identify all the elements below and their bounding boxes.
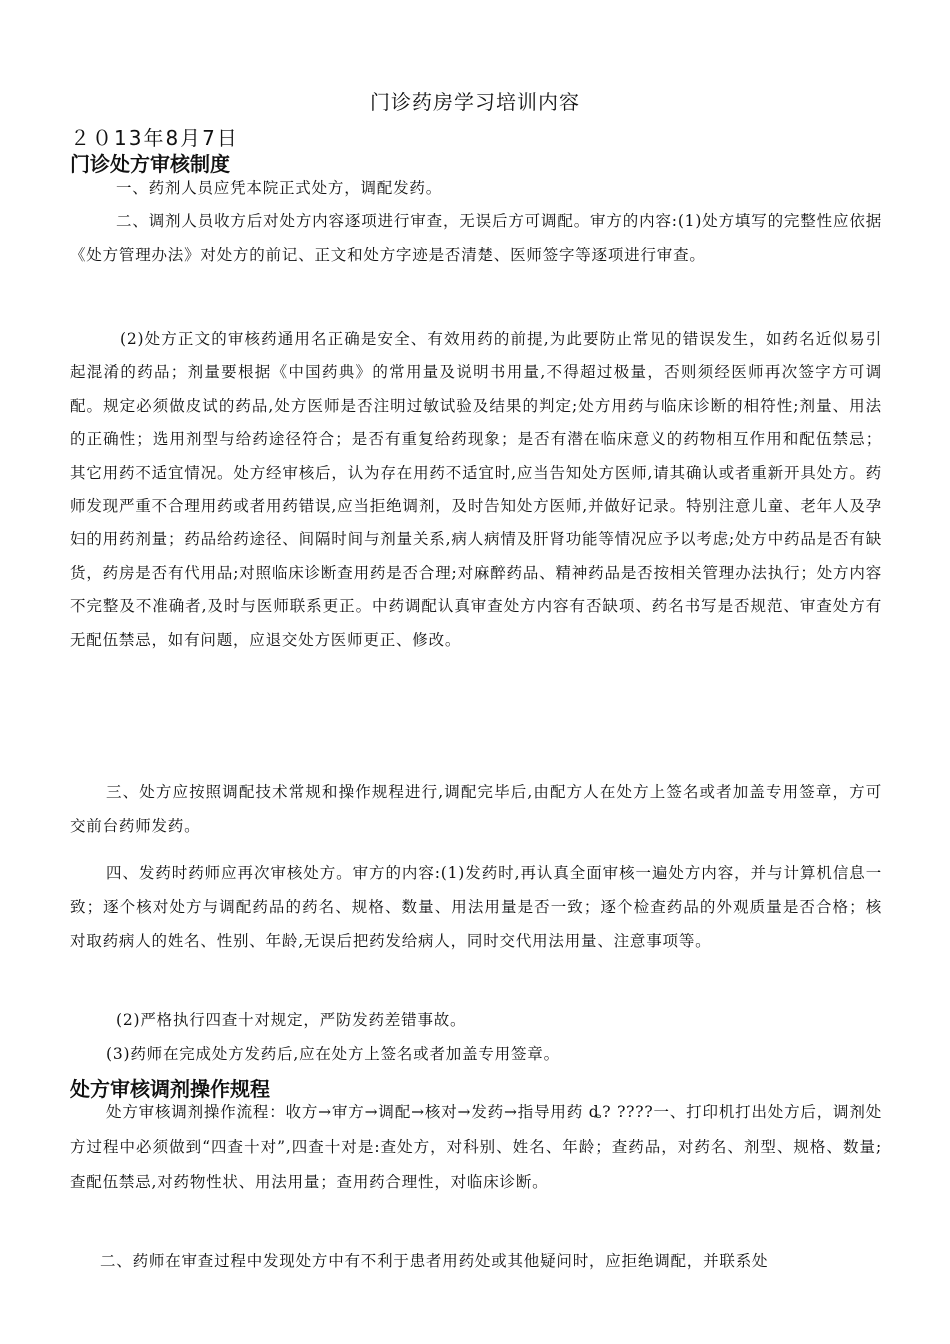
paragraph-1: 一、药剂人员应凭本院正式处方，调配发药。	[116, 179, 443, 197]
section-heading-review-system: 门诊处方审核制度	[70, 152, 230, 176]
paragraph-2: 二、调剂人员收方后对处方内容逐项进行审查，无误后方可调配。审方的内容:(1)处方填写的完整性应依据《处方管理办法》对处方的前记、正文和处方字迹是否清楚、医师签字等逐项进行审查。	[70, 212, 882, 264]
paragraph-9: 二、药师在审查过程中发现处方中有不利于患者用药处或其他疑问时，应拒绝调配，并联系处	[100, 1252, 769, 1270]
section-heading-operation-procedure: 处方审核调剂操作规程	[70, 1077, 270, 1101]
paragraph-6: (2)严格执行四查十对规定，严防发药差错事故。	[116, 1011, 467, 1029]
paragraph-5: 四、发药时药师应再次审核处方。审方的内容:(1)发药时,再认真全面审核一遍处方内容，并与计算机信息一致；逐个核对处方与调配药品的药名、规格、数量、用法用量是否一致；逐个检查药品的外观质量是否合格；核对取药病人的姓名、性别、年龄,无误后把药发给病人，同时交代用法用量、注意事项等。	[70, 864, 882, 950]
document-title: 门诊药房学习培训内容	[370, 90, 580, 114]
paragraph-8: 处方审核调剂操作流程：收方→审方→调配→核对→发药→指导用药 ȡ? ????一、打印机打出处方后，调剂处方过程中必须做到“四查十对”,四查十对是:查处方，对科别、姓名、年龄；查药品，对药名、剂型、规格、数量;查配伍禁忌,对药物性状、用法用量；查用药合理性，对临床诊断。	[70, 1103, 882, 1191]
paragraph-4: 三、处方应按照调配技术常规和操作规程进行,调配完毕后,由配方人在处方上签名或者加盖专用签章，方可交前台药师发药。	[70, 783, 882, 835]
paragraph-3: (2)处方正文的审核药通用名正确是安全、有效用药的前提,为此要防止常见的错误发生，如药名近似易引起混淆的药品；剂量要根据《中国药典》的常用量及说明书用量,不得超过极量，否则须经医师再次签字方可调配。规定必须做皮试的药品,处方医师是否注明过敏试验及结果的判定;处方用药与临床诊断的相符性;剂量、用法的正确性；选用剂型与给药途径符合；是否有重复给药现象；是否有潜在临床意义的药物相互作用和配伍禁忌；其它用药不适宜情况。处方经审核后，认为存在用药不适宜时,应当告知处方医师,请其确认或者重新开具处方。药师发现严重不合理用药或者用药错误,应当拒绝调剂，及时告知处方医师,并做好记录。特别注意儿童、老年人及孕妇的用药剂量；药品给药途径、间隔时间与剂量关系,病人病情及肝肾功能等情况应予以考虑;处方中药品是否有缺货，药房是否有代用品;对照临床诊断查用药是否合理;对麻醉药品、精神药品是否按相关管理办法执行；处方内容不完整及不准确者,及时与医师联系更正。中药调配认真审查处方内容有否缺项、药名书写是否规范、审查处方有无配伍禁忌，如有问题，应退交处方医师更正、修改。	[70, 330, 882, 649]
document-date: ２０13年8月7日	[70, 126, 239, 150]
paragraph-7: (3)药师在完成处方发药后,应在处方上签名或者加盖专用签章。	[106, 1045, 560, 1063]
